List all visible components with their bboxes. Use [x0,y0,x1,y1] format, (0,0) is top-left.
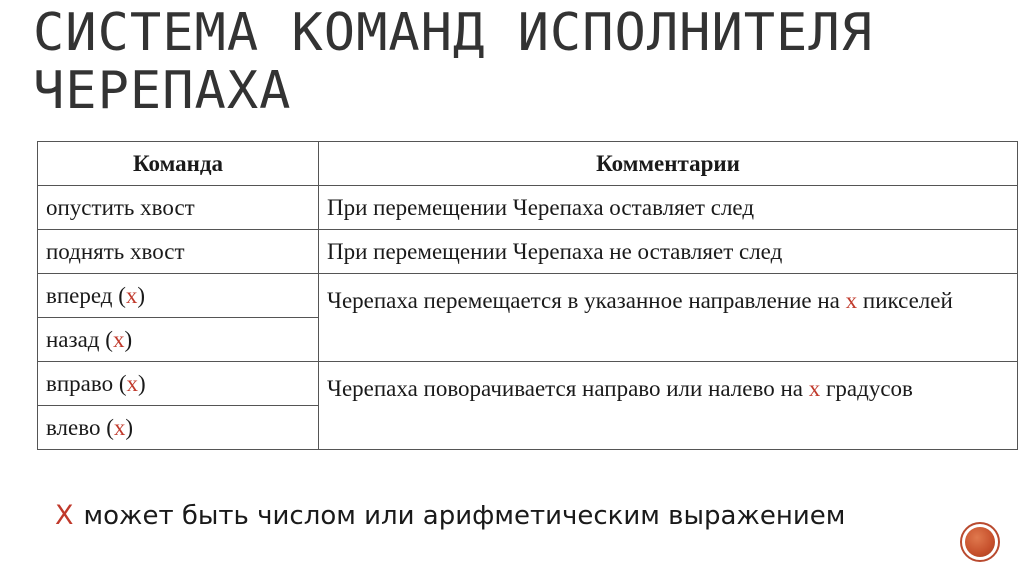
command-cell [38,318,319,362]
comment-cell: При перемещении Черепаха не оставляет след [319,230,1018,274]
table-row [38,230,1018,274]
command-variable: x [126,370,138,396]
command-close: ) [137,282,146,308]
circle-nav-icon-inner [965,527,995,557]
command-variable: x [125,282,138,308]
footnote [55,500,845,531]
table-row [38,362,1018,406]
command-close: ) [125,414,134,440]
command-cell: опустить хвост [38,186,319,230]
command-name: назад ( [46,326,113,352]
comment-cell-merged [319,274,1018,362]
comment-text-end: пикселей [857,288,953,313]
slide-title-line1: СИСТЕМА КОМАНД ИСПОЛНИТЕЛЯ [33,3,873,63]
footnote-variable: X [55,500,74,531]
circle-nav-icon[interactable] [960,522,1000,562]
command-variable: x [113,414,126,440]
table-row [38,186,1018,230]
table-row [38,274,1018,318]
commands-table [37,141,1018,450]
command-cell [38,274,319,318]
comment-text: Черепаха перемещается в указанное направление на [327,288,846,313]
command-cell [38,406,319,450]
command-variable: x [112,326,125,352]
comment-text-end: градусов [820,376,913,401]
command-name: вперед ( [46,282,126,308]
command-cell [38,362,319,406]
comment-variable: x [808,376,821,401]
command-close: ) [138,370,146,396]
comment-variable: x [845,288,858,313]
header-comment: Комментарии [319,142,1018,186]
header-command: Команда [38,142,319,186]
slide-title-line2: ЧЕРЕПАХА [33,61,292,121]
slide-title [33,4,993,120]
command-name: влево ( [46,414,114,440]
footnote-text: может быть числом или арифметическим выражением [83,501,846,531]
command-name: вправо ( [46,370,127,396]
command-close: ) [124,326,133,352]
comment-text: Черепаха поворачивается направо или налево на [327,376,809,401]
comment-cell: При перемещении Черепаха оставляет след [319,186,1018,230]
table-header-row [38,142,1018,186]
command-cell: поднять хвост [38,230,319,274]
comment-cell-merged [319,362,1018,450]
